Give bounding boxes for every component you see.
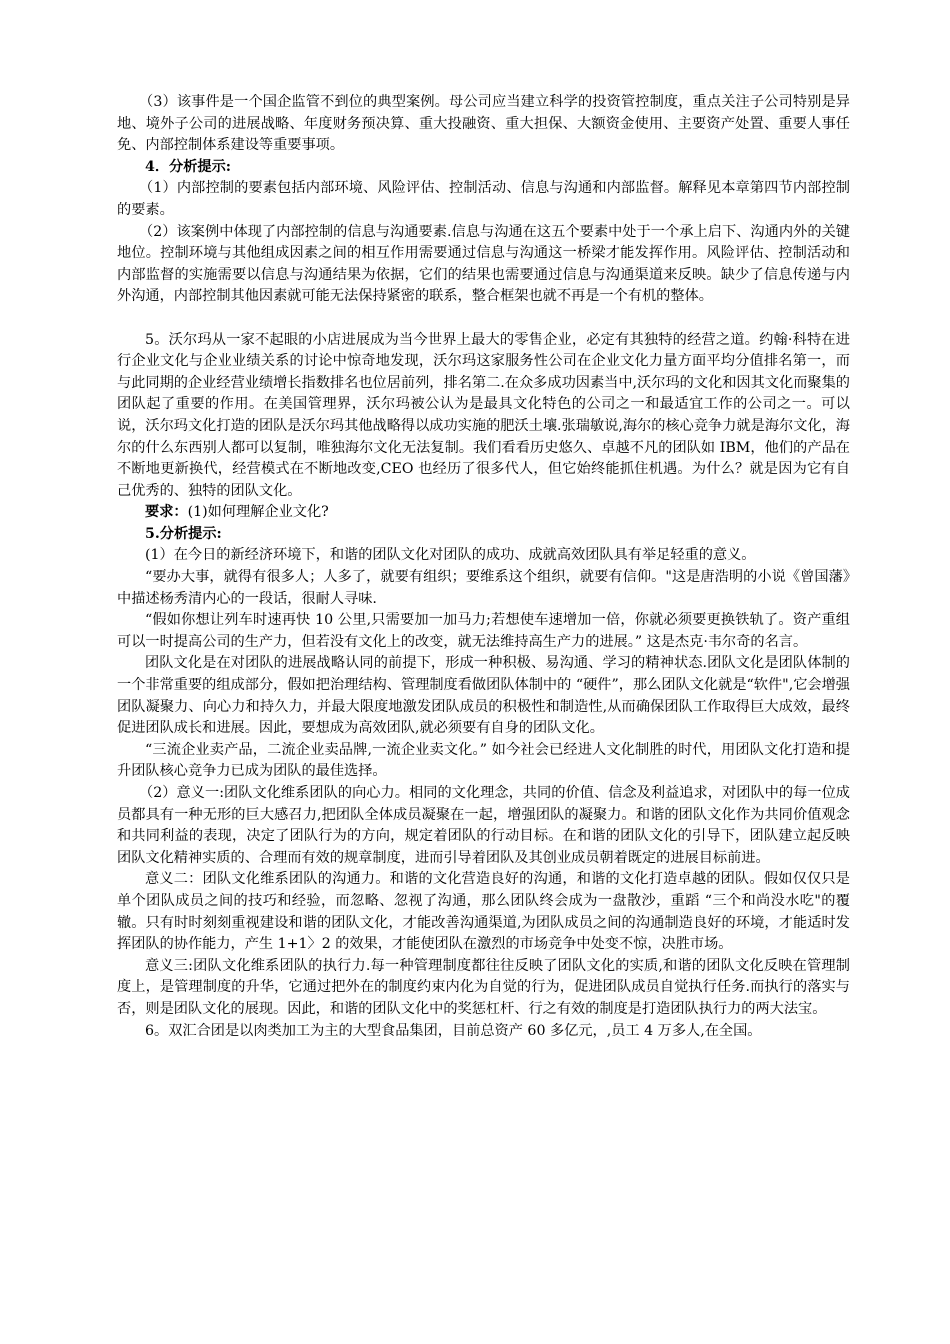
paragraph-internal-control-elements: （1）内部控制的要素包括内部环境、风险评估、控制活动、信息与沟通和内部监督。解释见本章第四节内部控制的要素。 [117,180,850,218]
paragraph-shuanghui-case: 6。双汇合团是以肉类加工为主的大型食品集团，目前总资产 60 多亿元，,员工 4 万多人,在全国。 [145,1022,762,1039]
paragraph-zeng-guofan-quote: “要办大事，就得有很多人；人多了，就要有组织；要维系这个组织，就要有信仰。"这是唐浩明的小说《曾国藩》中描述杨秀清内心的一段话，很耐人寻味. [117,569,850,607]
heading-analysis-hint-5: 5.分析提示: [145,525,222,542]
paragraph-jack-welch-quote: “假如你想让列车时速再快 10 公里,只需要加一加马力;若想使车速增加一倍，你就必须要更换铁轨了。资产重组可以一时提高公司的生产力，但若没有文化上的改变，就无法维持高生产力的进展。” 这是杰克·韦尔奇的名言。 [117,612,850,650]
paragraph-team-culture-importance: (1）在今日的新经济环境下，和谐的团队文化对团队的成功、成就高效团队具有举足轻重的意义。 [145,547,756,564]
paragraph-culture-wins: “三流企业卖产品，二流企业卖品牌,一流企业卖文化。” 如今社会已经进人文化制胜的时代，用团队文化打造和提升团队核心竞争力已成为团队的最佳选择。 [117,741,850,780]
requirement-text: (1)如何理解企业文化? [187,504,329,521]
paragraph-meaning-three: 意义三:团队文化维系团队的执行力.每一种管理制度都往往反映了团队文化的实质,和谐的团队文化反映在管理制度上，是管理制度的升华，它通过把外在的制度约束内化为自觉的行为，促进团队成员自觉执行任务.而执行的落实与否，则是团队文化的展现。因此，和谐的团队文化中的奖惩杠杆、行之有效的制度是打造团队执行力的两大法宝。 [117,957,850,1017]
paragraph-spacer [117,308,850,330]
document-page [117,92,850,1042]
requirement-line [117,502,850,524]
paragraph-meaning-one: （2）意义一:团队文化维系团队的向心力。相同的文化理念，共同的价值、信念及利益追求，对团队中的每一位成员都具有一种无形的巨大感召力,把团队全体成员凝聚在一起，增强团队的凝聚力。和谐的团队文化作为共同价值观念和共同利益的表现，决定了团队行为的方向，规定着团队的行动目标。在和谐的团队文化的引导下，团队建立起反映团队文化精神实质的、合理而有效的规章制度，进而引导着团队及其创业成员朝着既定的进展目标前进。 [117,785,850,866]
heading-analysis-hint-4: 4．分析提示: [145,158,232,175]
paragraph-team-culture-definition: 团队文化是在对团队的进展战略认同的前提下，形成一种积极、易沟通、学习的精神状态.团队文化是团队体制的一个非常重要的组成部分，假如把治理结构、管理制度看做团队体制中的 “硬件”，那么团队文化就是“软件",它会增强团队凝聚力、向心力和持久力，并最大限度地激发团队成员的积极性和制造性,从而确保团队工作取得巨大成效，最终促进团队成长和进展。因此，要想成为高效团队,就必须要有自身的团队文化。 [117,655,850,737]
paragraph-walmart-case: 5。沃尔玛从一家不起眼的小店进展成为当今世界上最大的零售企业，必定有其独特的经营之道。约翰·科特在进行企业文化与企业业绩关系的讨论中惊奇地发现，沃尔玛这家服务性公司在企业文化力量方面平均分值排名第一，而与此同期的企业经营业绩增长指数排名也位居前列，排名第二.在众多成功因素当中,沃尔玛的文化和因其文化而聚集的团队起了重要的作用。在美国管理界，沃尔玛被公认为是最具文化特色的公司之一和最适宜工作的公司之一。可以说，沃尔玛文化打造的团队是沃尔玛其他战略得以成功实施的肥沃土壤.张瑞敏说,海尔的核心竞争力就是海尔文化，海尔的什么东西别人都可以复制，唯独海尔文化无法复制。我们看看历史悠久、卓越不凡的团队如 IBM，他们的产品在不断地更新换代，经营模式在不断地改变,CEO 也经历了很多代人，但它始终能抓住机遇。为什么？就是因为它有自己优秀的、独特的团队文化。 [117,331,850,499]
paragraph-information-communication: （2）该案例中体现了内部控制的信息与沟通要素.信息与沟通在这五个要素中处于一个承上启下、沟通内外的关键地位。控制环境与其他组成因素之间的相互作用需要通过信息与沟通这一桥梁才能发挥作用。风险评估、控制活动和内部监督的实施需要以信息与沟通结果为依据，它们的结果也需要通过信息与沟通渠道来反映。缺少了信息传递与内外沟通，内部控制其他因素就可能无法保持紧密的联系，整合框架也就不再是一个有机的整体。 [117,223,850,305]
paragraph-3-case-conclusion: （3）该事件是一个国企监管不到位的典型案例。母公司应当建立科学的投资管控制度，重点关注子公司特别是异地、境外子公司的进展战略、年度财务预决算、重大投融资、重大担保、大额资金使用、主要资产处置、重要人事任免、内部控制体系建设等重要事项。 [117,94,850,154]
requirement-label: 要求： [145,504,188,521]
paragraph-meaning-two: 意义二：团队文化维系团队的沟通力。和谐的文化营造良好的沟通，和谐的文化打造卓越的团队。假如仅仅只是单个团队成员之间的技巧和经验，而忽略、忽视了沟通，那么团队终会成为一盘散沙，重蹈 “三个和尚没水吃"的覆辙。只有时时刻刻重视建设和谐的团队文化，才能改善沟通渠道,为团队成员之间的沟通制造良好的环境，才能适时发挥团队的协作能力，产生 1+1〉2 的效果，才能使团队在激烈的市场竞争中处变不惊，决胜市场。 [117,871,850,953]
